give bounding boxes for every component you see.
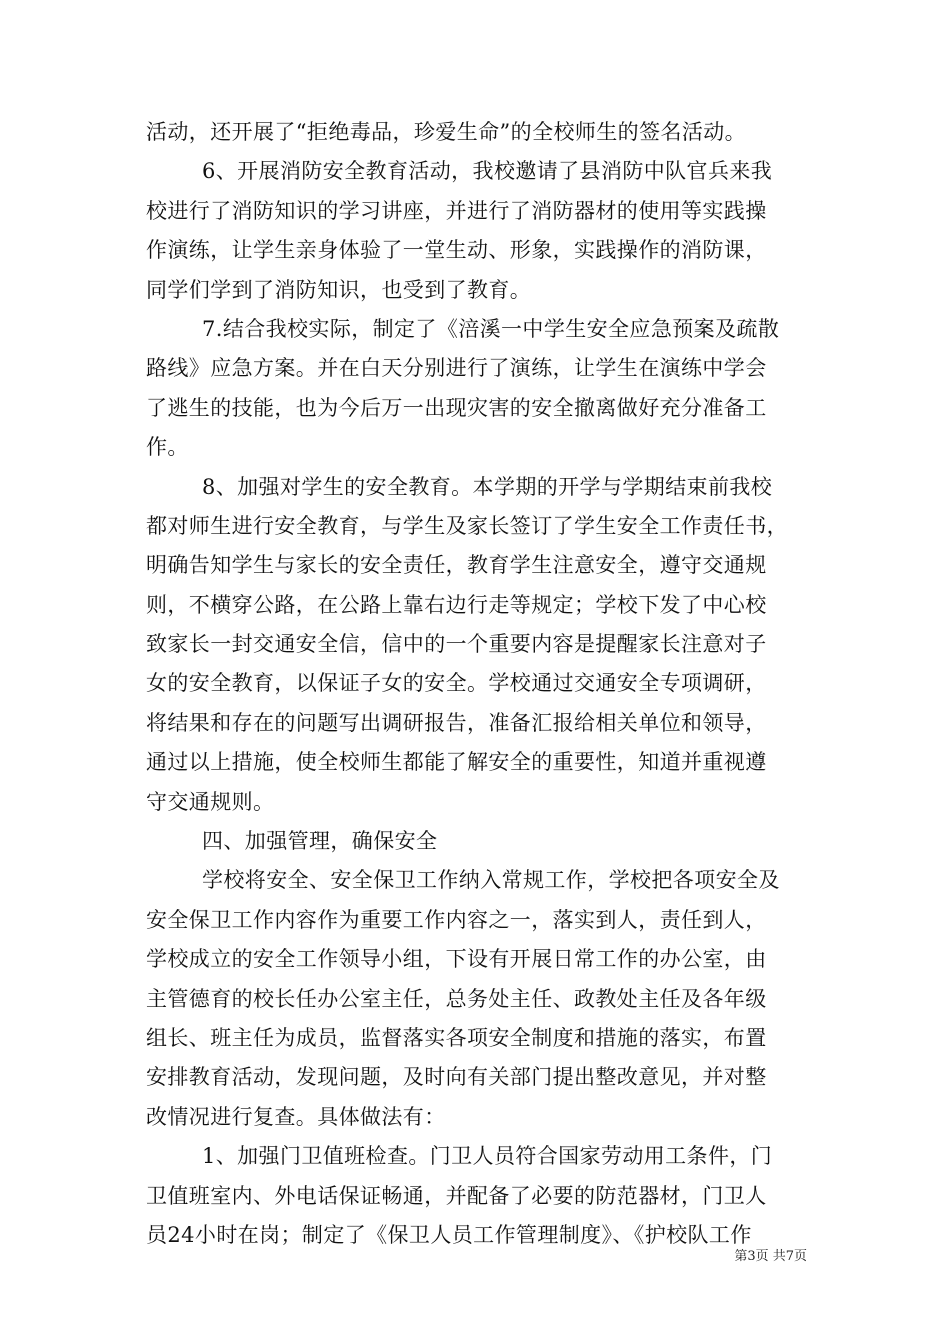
text-line: 守交通规则。 [146,789,275,814]
text-line: 同学们学到了消防知识，也受到了教育。 [146,277,532,302]
paragraph-6-start: 6、开展消防安全教育活动，我校邀请了县消防中队官兵来我 [202,159,773,184]
section-heading: 四、加强管理，确保安全 [202,829,438,854]
text-line: 员24小时在岗；制定了《保卫人员工作管理制度》、《护校队工作 [146,1222,752,1247]
paragraph-7-start: 7.结合我校实际，制定了《涪溪一中学生安全应急预案及疏散 [202,316,780,341]
text-line: 都对师生进行安全教育，与学生及家长签订了学生安全工作责任书， [146,513,788,538]
paragraph-1-start: 1、加强门卫值班检查。门卫人员符合国家劳动用工条件，门 [202,1144,773,1169]
text-line: 通过以上措施，使全校师生都能了解安全的重要性，知道并重视遵 [146,750,767,775]
text-line: 学校成立的安全工作领导小组，下设有开展日常工作的办公室，由 [146,947,767,972]
text-line: 活动，还开展了“拒绝毒品，珍爱生命”的全校师生的签名活动。 [146,120,747,144]
text-line: 主管德育的校长任办公室主任，总务处主任、政教处主任及各年级 [146,986,767,1011]
text-line: 作。 [146,435,189,460]
text-line: 了逃生的技能，也为今后万一出现灾害的安全撤离做好充分准备工 [146,395,767,420]
text-line: 路线》应急方案。并在白天分别进行了演练，让学生在演练中学会 [146,356,767,381]
page-number: 第3页 共7页 [734,1249,807,1264]
text-line: 改情况进行复查。具体做法有： [146,1104,446,1129]
text-line: 卫值班室内、外电话保证畅通，并配备了必要的防范器材，门卫人 [146,1183,767,1208]
document-body [146,113,816,1255]
text-line: 组长、班主任为成员，监督落实各项安全制度和措施的落实，布置 [146,1025,767,1050]
text-line: 将结果和存在的问题写出调研报告，准备汇报给相关单位和领导， [146,710,767,735]
text-line: 明确告知学生与家长的安全责任，教育学生注意安全，遵守交通规 [146,553,767,578]
text-line: 女的安全教育，以保证子女的安全。学校通过交通安全专项调研， [146,671,767,696]
paragraph-management-start: 学校将安全、安全保卫工作纳入常规工作，学校把各项安全及 [202,868,780,893]
text-line: 致家长一封交通安全信，信中的一个重要内容是提醒家长注意对子 [146,632,767,657]
text-line: 校进行了消防知识的学习讲座，并进行了消防器材的使用等实践操 [146,198,767,223]
text-line: 作演练，让学生亲身体验了一堂生动、形象，实践操作的消防课， [146,238,767,263]
paragraph-8-start: 8、加强对学生的安全教育。本学期的开学与学期结束前我校 [202,474,773,499]
text-line: 安排教育活动，发现问题，及时向有关部门提出整改意见，并对整 [146,1065,767,1090]
text-line: 安全保卫工作内容作为重要工作内容之一，落实到人，责任到人， [146,907,767,932]
text-line: 则，不横穿公路，在公路上靠右边行走等规定；学校下发了中心校 [146,592,767,617]
